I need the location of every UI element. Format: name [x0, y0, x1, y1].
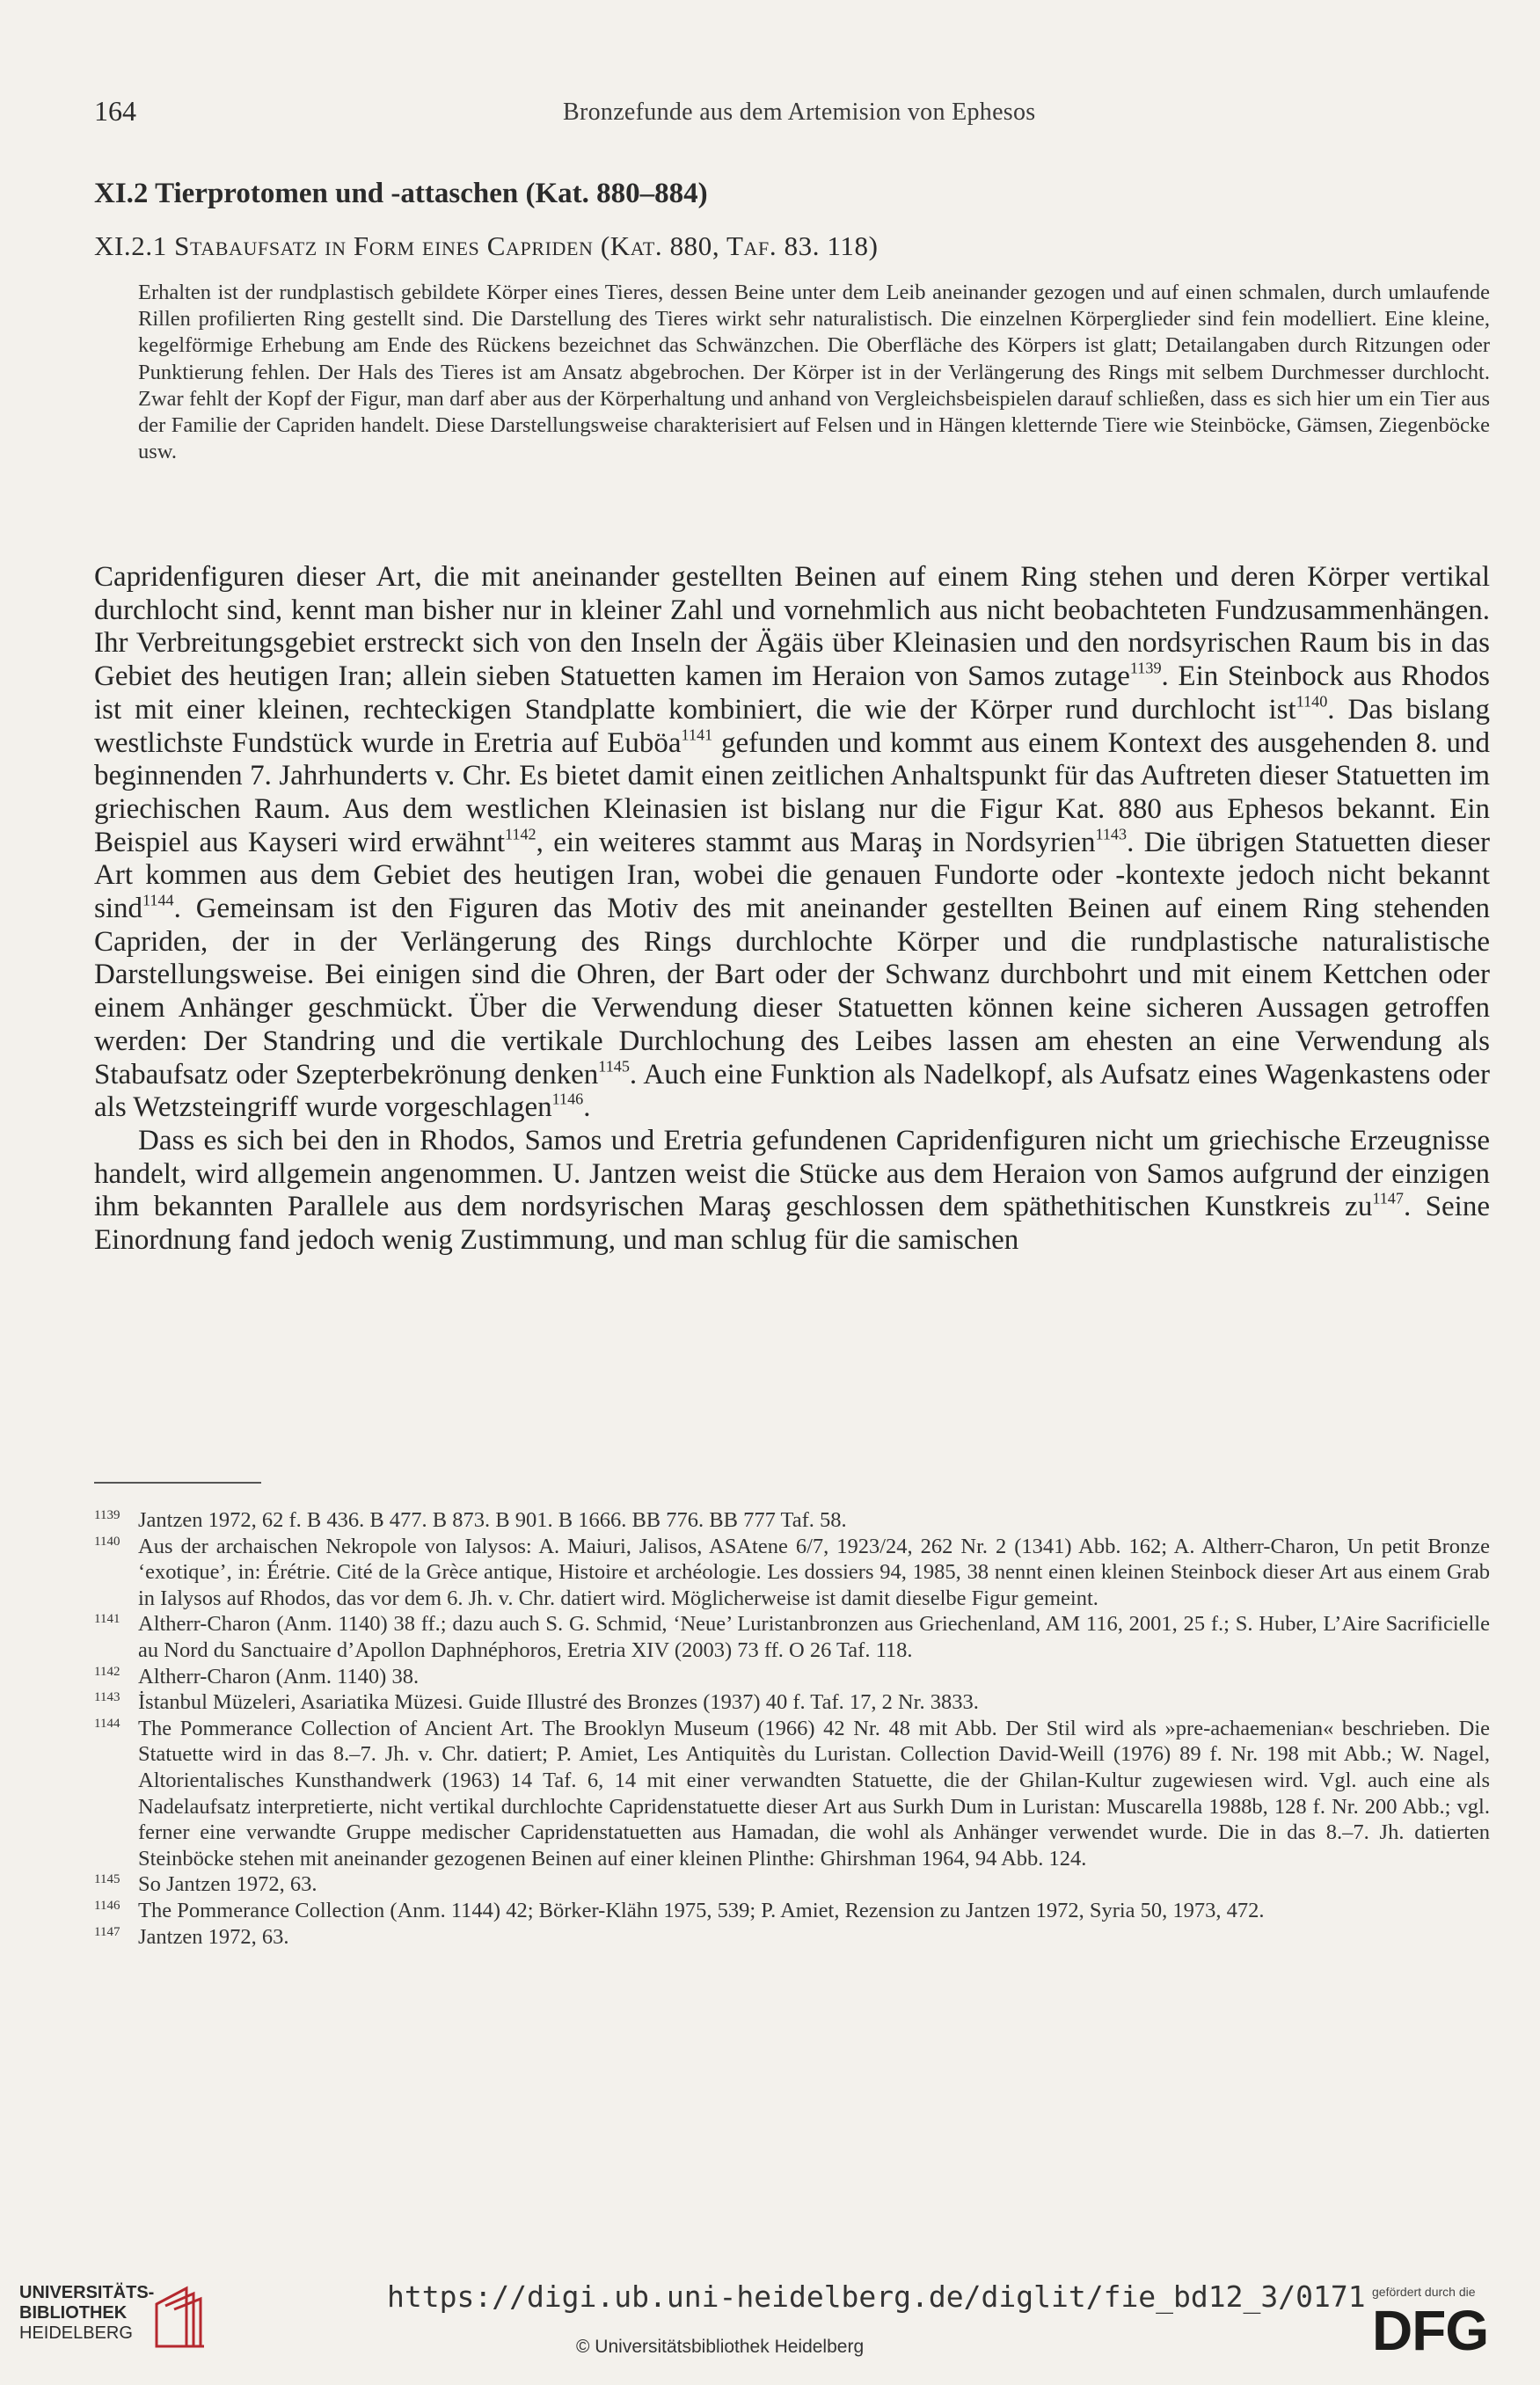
dfg-funding-logo[interactable] [1372, 2285, 1522, 2364]
footnotes [94, 1507, 1490, 1950]
footnote-text: The Pommerance Collection of Ancient Art. The Brooklyn Museum (1966) 42 Nr. 48 mit Abb. Der Stil wird als »pre-achaemenian« beschrieben. Die Statuette wird in das 8.–7. Jh. v. Chr. datiert; P. Amiet, Les Antiquitès du Luristan. Collection David-Weill (1976) 89 f. Nr. 198 mit Abb.; W. Nagel, Altorientalisches Kunsthandwerk (1963) 14 Taf. 6, 14 mit einer verwandten Statuette, die der Ghilan-Kultur zugewiesen wird. Vgl. auch eine als Nadelaufsatz interpretierte, nicht vertikal durchlochte Capridenstatuette dieser Art aus Surkh Dum in Luristan: Muscarella 1988b, 128 f. Nr. 200 Abb.; vgl. ferner eine verwandte Gruppe medischer Capridenstatuetten aus Hamadan, die wohl als Anhänger verwendet wurde. Die in das 8.–7. Jh. datierten Steinböcke stehen mit aneinander gezogenen Beinen auf einer kleinen Plinthe: Ghirshman 1964, 94 Abb. 124. [138, 1716, 1490, 1871]
footnote-ref[interactable]: 1142 [505, 825, 536, 843]
paragraph-2 [94, 1125, 1490, 1258]
library-logo-line: BIBLIOTHEK [19, 2303, 128, 2323]
footnote-ref[interactable]: 1140 [1295, 692, 1328, 711]
footnote-text: So Jantzen 1972, 63. [138, 1872, 317, 1897]
footnote-number: 1140 [94, 1534, 120, 1549]
paragraph-1 [94, 561, 1490, 1125]
footnote-number: 1146 [94, 1898, 120, 1913]
footnote-ref[interactable]: 1143 [1095, 825, 1128, 843]
funding-caption: gefördert durch die [1372, 2285, 1476, 2299]
university-library-logo[interactable] [19, 2283, 213, 2362]
footnote-ref[interactable]: 1147 [1372, 1189, 1404, 1207]
footnote-divider [94, 1482, 261, 1484]
catalog-entry: Erhalten ist der rundplastisch gebildete Körper eines Tieres, dessen Beine unter dem Leib aneinander gezogen und auf einen schmalen, durch umlaufende Rillen profilierten Ring gestellt sind. Die Darstellung des Tieres wirkt sehr naturalistisch. Die einzelnen Körperglieder sind fein modelliert. Eine kleine, kegelförmige Erhebung am Ende des Rückens bezeichnet das Schwänzchen. Die Oberfläche des Körpers ist glatt; Detailangaben durch Ritzungen oder Punktierung fehlen. Der Hals des Tieres ist am Ansatz abgebrochen. Der Körper ist in der Verlängerung des Rings mit selbem Durchmesser durchlocht. Zwar fehlt der Kopf der Figur, man darf aber aus der Körperhaltung und anhand von Vergleichsbeispielen darauf schließen, dass es sich hier um ein Tier aus der Familie der Capriden handelt. Diese Darstellungsweise charakterisiert auf Felsen und in Hängen kletternde Tiere wie Steinböcke, Gämsen, Ziegenböcke usw. [138, 281, 1490, 464]
footnote-text: Altherr-Charon (Anm. 1140) 38. [138, 1664, 420, 1688]
footnote-text: The Pommerance Collection (Anm. 1144) 42; Börker-Klähn 1975, 539; P. Amiet, Rezension zu Jantzen 1972, Syria 50, 1973, 472. [138, 1898, 1265, 1922]
footnote-ref[interactable]: 1141 [681, 725, 713, 743]
library-logo-line: HEIDELBERG [19, 2323, 133, 2343]
text-run: , ein weiteres stammt aus Maraş in Nordsyrien [536, 826, 1096, 858]
text-run: . Seine Einordnung fand jedoch wenig Zustimmung, und man schlug für die samischen [94, 1191, 1490, 1257]
text-run: . [583, 1091, 591, 1124]
section-title: XI.2 Tierprotomen und -attaschen (Kat. 880–884) [94, 178, 708, 209]
footnote-number: 1139 [94, 1508, 120, 1522]
footnote [94, 1611, 1490, 1663]
library-mark-icon [151, 2283, 208, 2350]
footnote-text: Jantzen 1972, 62 f. B 436. B 477. B 873. B 901. B 1666. BB 776. BB 777 Taf. 58. [138, 1508, 847, 1532]
copyright-notice: © Universitätsbibliothek Heidelberg [576, 2337, 865, 2357]
running-head: Bronzefunde aus dem Artemision von Ephesos [563, 98, 1036, 126]
footnote-ref[interactable]: 1144 [142, 891, 174, 909]
text-run: gefunden und kommt aus einem Kontext des ausgehenden 8. und beginnenden 7. Jahrhunderts v. Chr. Es bietet damit einen zeitlichen Anhaltspunkt für das Auftreten dieser Statuetten im griechischen Raum. Aus dem westlichen Kleinasien ist bislang nur die Figur Kat. 880 aus Ephesos bekannt. Ein Beispiel aus Kayseri wird erwähnt [94, 726, 1490, 858]
page-number: 164 [94, 95, 136, 127]
footnote [94, 1689, 1490, 1716]
text-run: . Das bislang westlichste Fundstück wurde in Eretria auf Euböa [94, 693, 1490, 759]
footnote [94, 1898, 1490, 1924]
footnote-ref[interactable]: 1145 [598, 1056, 630, 1075]
footnote [94, 1534, 1490, 1612]
text-run: Capridenfiguren dieser Art, die mit aneinander gestellten Beinen auf einem Ring stehen und deren Körper vertikal durchlocht sind, kennt man bisher nur in kleiner Zahl und vornehmlich aus nicht beobachteten Fundzusammenhängen. Ihr Verbreitungsgebiet erstreckt sich von den Inseln der Ägäis über Kleinasien und den nordsyrischen Raum bis in das Gebiet des heutigen Iran; allein sieben Statuetten kamen im Heraion von Samos zutage [94, 561, 1490, 693]
text-run: . Ein Steinbock aus Rhodos ist mit einer kleinen, rechteckigen Standplatte kombiniert, die wie der Körper rund durchlocht ist [94, 660, 1490, 726]
text-run: Dass es sich bei den in Rhodos, Samos und Eretria gefundenen Capridenfiguren nicht um griechische Erzeugnisse handelt, wird allgemein angenommen. U. Jantzen weist die Stücke aus dem Heraion von Samos aufgrund der einzigen ihm bekannten Parallele aus dem nordsyrischen Maraş geschlossen dem späthethitischen Kunstkreis zu [94, 1124, 1490, 1223]
main-text [94, 561, 1490, 1258]
footnote [94, 1924, 1490, 1951]
footnote-number: 1144 [94, 1716, 120, 1731]
footnote-number: 1141 [94, 1612, 120, 1627]
footnote-number: 1145 [94, 1872, 120, 1887]
library-logo-text [19, 2283, 154, 2344]
footnote-text: Altherr-Charon (Anm. 1140) 38 ff.; dazu auch S. G. Schmid, ‘Neue’ Luristanbronzen aus Griechenland, AM 116, 2001, 25 f.; S. Huber, L’Aire Sacrificielle au Nord du Sanctuaire d’Apollon Daphnéphoros, Eretria XIV (2003) 73 ff. O 26 Taf. 118. [138, 1612, 1490, 1662]
footnote-number: 1143 [94, 1690, 120, 1705]
footnote [94, 1507, 1490, 1534]
footnote [94, 1871, 1490, 1898]
dfg-logo: DFG [1372, 2299, 1489, 2362]
page-url-link[interactable]: https://digi.ub.uni-heidelberg.de/diglit/fie_bd12_3/0171 [387, 2279, 1366, 2314]
footnote-number: 1142 [94, 1664, 120, 1679]
library-logo-line: UNIVERSITÄTS- [19, 2283, 155, 2302]
footnote [94, 1716, 1490, 1872]
footnote [94, 1664, 1490, 1690]
text-run: . Gemeinsam ist den Figuren das Motiv des mit aneinander gestellten Beinen auf einem Ring stehenden Capriden, der in der Verlängerung des Rings durchlochte Körper und die rundplastische naturalistische Darstellungsweise. Bei einigen sind die Ohren, der Bart oder der Schwanz durchbohrt und mit einem Kettchen oder einem Anhänger geschmückt. Über die Verwendung dieser Statuetten können keine sicheren Aussagen getroffen werden: Der Standring und die vertikale Durchlochung des Leibes lassen am ehesten an eine Verwendung als Stabaufsatz oder Szepterbekrönung denken [94, 893, 1490, 1090]
footnote-ref[interactable]: 1139 [1129, 659, 1162, 677]
footnote-text: Jantzen 1972, 63. [138, 1924, 289, 1949]
footnote-text: Aus der archaischen Nekropole von Ialysos: A. Maiuri, Jalisos, ASAtene 6/7, 1923/24, 262 Nr. 2 (1341) Abb. 162; A. Altherr-Charon, Un petit Bronze ‘exotique’, in: Érétrie. Cité de la Grèce antique, Histoire et archéologie. Les dossiers 94, 1985, 38 nennt einen kleinen Steinbock dieser Art aus einem Grab in Ialysos auf Rhodos, das vor dem 6. Jh. v. Chr. datiert wird. Möglicherweise ist damit dieselbe Figur gemeint. [138, 1534, 1490, 1610]
subsection-title [94, 230, 879, 262]
footnote-number: 1147 [94, 1924, 120, 1939]
footnote-ref[interactable]: 1146 [551, 1090, 584, 1108]
subsection-title-text: XI.2.1 Stabaufsatz in Form eines Capriden (Kat. 880, Taf. 83. 118) [94, 230, 879, 261]
footnote-text: İstanbul Müzeleri, Asariatika Müzesi. Guide Illustré des Bronzes (1937) 40 f. Taf. 17, 2 Nr. 3833. [138, 1690, 979, 1715]
text-run: . Auch eine Funktion als Nadelkopf, als Aufsatz eines Wagenkastens oder als Wetzsteingriff wurde vorgeschlagen [94, 1058, 1490, 1124]
text-run: . Die übrigen Statuetten dieser Art kommen aus dem Gebiet des heutigen Iran, wobei die genauen Fundorte oder -kontexte jedoch nicht bekannt sind [94, 826, 1491, 925]
